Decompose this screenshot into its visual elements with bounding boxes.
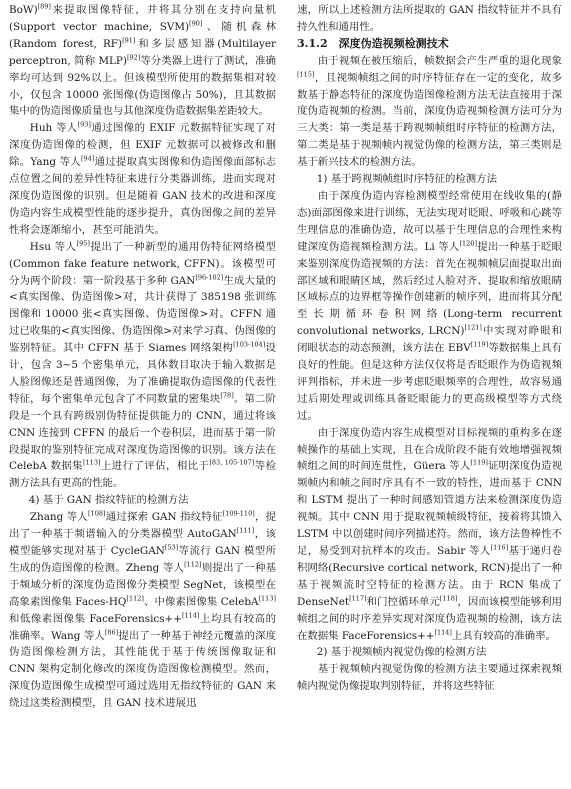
paragraph: 速，所以上述检测方法所提取的 GAN 指纹特征并不具有持久性和通用性。 bbox=[297, 4, 562, 33]
paragraph: 由于深度伪造内容检测模型经常使用在线收集的(静态)面部图像来进行训练，无法实现对眨眼、呼吸和心跳等生理信息的准确伪造，故可以基于生理信息的合理性来构建深度伪造视频检测方法。Li 等人[120]提出一种基于眨眼来鉴别深度伪造视频的方法：首先在视频帧层面提取出面部区域和眼睛区域，然后经过人脸对齐、提取和缩放眼睛区域标点的边界框等操作创建新的帧序列，进而将其分配至长期循环卷积网络(Long-term recurrent convolutional networks, LRCN)[121]中实现对睁眼和闭眼状态的动态预测，该方法在 EBV[119]等数据集上具有良好的性能。但是这种方法仅仅将是否眨眼作为伪造视频评判指标，并未进一步考虑眨眼频率的合理性，故容易通过后期处理或训练具备眨眼能力的更高级模型等方式绕过。 bbox=[297, 189, 562, 422]
right-column bbox=[297, 2, 562, 695]
paragraph: 由于深度伪造内容生成模型对目标视频的重构多在逐帧操作的基础上实现，且在合成阶段不能有效地增强视频帧组之间的时间连贯性，Güera 等人[119]证明深度伪造视频帧内和帧之间时序具有不一致的特性，进而基于 CNN 和 LSTM 提出了一种时间感知管道方法来检测深度伪造视频。其中 CNN 用于提取视频帧级特征，接着将其馈入 LSTM 中以创建时间序列描述符。然而，该方法鲁棒性不足，易受到对抗样本的攻击。Sabir 等人[116]基于递归卷积网络(Recursive cortical network, RCN)提出了一种基于视频流时空特征的检测方法。由于 RCN 集成了 DenseNet[117]和门控循环单元[118]，因而该模型能够利用帧组之间的时序差异实现对深度伪造视频的检测，该方法在数据集 FaceForensics++[114]上具有较高的准确率。 bbox=[297, 426, 563, 642]
subsection-heading: 2) 基于视频帧内视觉伪像的检测方法 bbox=[316, 646, 487, 659]
paragraph: BoW)[89]来提取图像特征，并将其分别在支持向量机(Support vector machine, SVM)[90]、随机森林(Random forest, RF)[91]和多层感知器(Multilayer perceptron, 简称 MLP)[92]等分类器上进行了测试，准确率均可达到 92%以上。但该模型所使用的数据集相对较小，仅包含 10000 张图像(伪造图像占 50%)，且其数据集中的伪造图像质量也与其他深度伪造数据集差距较大。 bbox=[9, 2, 277, 118]
paragraph: Zhang 等人[108]通过探索 GAN 指纹特征[109-110]，提出了一种基于频谱输入的分类器模型 AutoGAN[111]，该模型能够实现对基于 CycleGAN[53]等流行 GAN 模型所生成的伪造图像的检测。Zheng 等人[112]则提出了一种基于频域分析的深度伪造图像分类模型 SegNet，该模型在高象素图像集 Faces-HQ[112]、中像素图像集 CelebA[113]和低像素图像集 FaceForensics++[114]上均具有较高的准确率。Wang 等人[86]提出了一种基于神经元覆盖的深度伪造图像检测方法，其性能优于基于传统图像取证和 CNN 架构定制化修改的深度伪造图像检测模型。然而，深度伪造图像生成模型可通过选用无指纹特征的 GAN 来绕过这类检测模型，且 GAN 技术进展迅 bbox=[9, 509, 277, 710]
section-heading: 3.1.2 深度伪造视频检测技术 bbox=[297, 36, 449, 50]
subsection-heading: 1) 基于跨视频帧组时序特征的检测方法 bbox=[316, 173, 497, 186]
paragraph: Huh 等人[93]通过图像的 EXIF 元数据特征实现了对深度伪造图像的检测，但 EXIF 元数据可以被修改和删除。Yang 等人[94]通过提取真实图像和伪造图像面部标志点位置之间的差异性特征来进行分类器训练，进而实现对深度伪造图像的识别。但是随着 GAN 技术的改进和深度伪造内容生成模型性能的逐步提升，真伪图像之间的差异性将会逐渐缩小，甚至可能消失。 bbox=[9, 120, 277, 236]
subsection-heading: 4) 基于 GAN 指纹特征的检测方法 bbox=[28, 494, 189, 507]
paragraph: 由于视频在被压缩后，帧数据会产生严重的退化现象[115]，且视频帧组之间的时序特征存在一定的变化，故多数基于静态特征的深度伪造图像检测方法无法直接用于深度伪造视频的检测。当前，深度伪造视频检测方法可分为三大类：第一类是基于跨视频帧组时序特征的检测方法，第二类是基于视频帧内视觉伪像的检测方法，第三类则是基于新兴技术的检测方法。 bbox=[297, 54, 562, 169]
paragraph: 基于视频帧内视觉伪像的检测方法主要通过探索视频帧内视觉伪像提取判别特征，并将这些特征 bbox=[297, 663, 562, 693]
paragraph: Hsu 等人[95]提出了一种新型的通用伪特征网络模型(Common fake feature network, CFFN)。该模型可分为两个阶段：第一阶段基于多种 GAN[96-102]生成大量的<真实图像、伪造图像>对，共计获得了 385198 张训练图像和 10000 张<真实图像、伪造图像>对。CFFN 通过已收集的<真实图像、伪造图像>对来学习真、伪图像的鉴别特征。其中 CFFN 基于 Siames 网络架构[103-104]设计，包含 3~5 个密集单元，具体数目取决于输入数据是人脸图像还是普通图像，为了准确提取伪造图像的代表性特征，每个密集单元包含了不同数量的密集块[78]。第二阶段是一个具有跨级别伪特征提供能力的 CNN，通过将该 CNN 连接到 CFFN 的最后一个卷积层，进而基于第一阶段提取的鉴别特征完成对深度伪造图像的识别。该方法在 CelebA 数据集[113]上进行了评估，相比于[83, 105-107]等检测方法具有更高的性能。 bbox=[9, 239, 277, 490]
left-column bbox=[9, 2, 276, 712]
